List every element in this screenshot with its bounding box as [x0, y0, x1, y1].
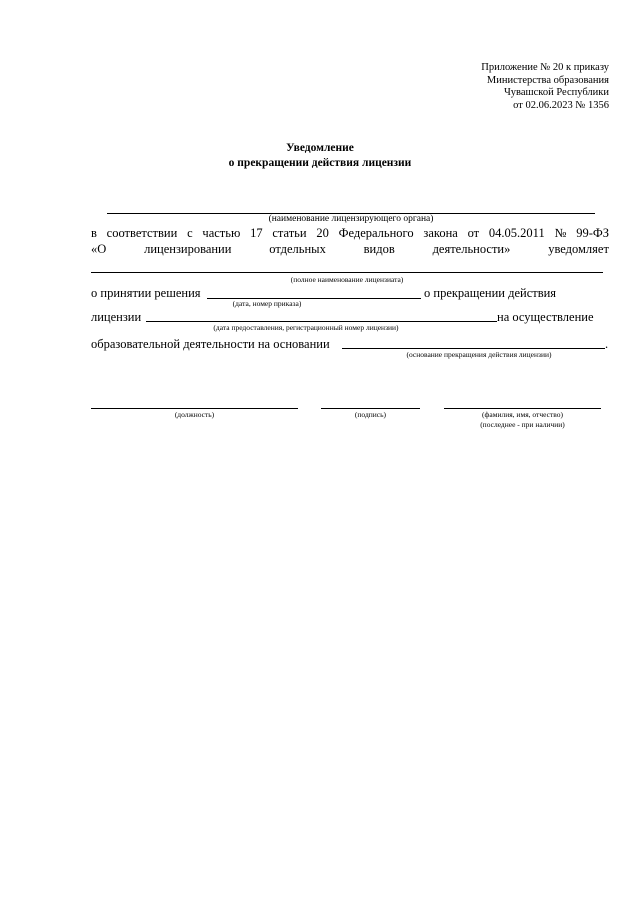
body-word: уведомляет [548, 242, 609, 256]
signature-caption: (подпись) [354, 410, 387, 419]
basis-end-period: . [605, 337, 609, 351]
document-title: Уведомление [286, 142, 354, 154]
full-name-note-caption: (последнее - при наличии) [480, 420, 565, 429]
body-word: 99-ФЗ [576, 226, 609, 240]
termination-basis-caption: (основание прекращения действия лицензии) [406, 350, 552, 359]
license-prefix-text: лицензии [91, 310, 142, 324]
body-word: «О [91, 242, 107, 256]
license-suffix-text: на осуществление [497, 310, 594, 324]
body-word: видов [363, 242, 395, 256]
appendix-line: Приложение № 20 к приказу [481, 62, 609, 73]
document-subtitle: о прекращении действия лицензии [228, 157, 412, 169]
appendix-line: от 02.06.2023 № 1356 [513, 99, 609, 111]
body-word: с [187, 226, 193, 240]
full-name-field-line[interactable] [444, 408, 601, 409]
termination-basis-field-line[interactable] [342, 348, 605, 349]
body-word: лицензировании [144, 242, 232, 256]
body-word: в [91, 226, 97, 240]
appendix-line: Чувашской Республики [503, 87, 609, 98]
body-word: деятельности» [432, 242, 511, 256]
body-word: 17 [250, 226, 263, 240]
body-word: закона [423, 226, 458, 240]
body-word: от [467, 226, 480, 240]
decision-prefix-text: о принятии решения [91, 286, 201, 300]
body-line-1 [91, 226, 609, 241]
decision-suffix-text: о прекращении действия [424, 286, 557, 300]
body-word: частью [202, 226, 241, 240]
order-date-number-caption: (дата, номер приказа) [232, 299, 302, 308]
position-caption: (должность) [174, 410, 215, 419]
appendix-line: Министерства образования [486, 74, 609, 86]
position-field-line[interactable] [91, 408, 298, 409]
full-name-caption: (фамилия, имя, отчество) [482, 410, 563, 419]
basis-prefix-text: образовательной деятельности на основании [91, 337, 330, 351]
body-word: статьи [272, 226, 307, 240]
body-word: соответствии [106, 226, 178, 240]
body-word: отдельных [269, 242, 326, 256]
body-word: № [554, 226, 567, 240]
license-date-number-field-line[interactable] [146, 321, 497, 322]
licensee-name-field-line[interactable] [91, 272, 603, 273]
licensee-name-caption: (полное наименование лицензиата) [290, 275, 404, 284]
license-date-number-caption: (дата предоставления, регистрационный номер лицензии) [213, 323, 399, 332]
licensing-body-caption: (наименование лицензирующего органа) [268, 214, 434, 224]
body-line-2 [91, 242, 609, 257]
signature-field-line[interactable] [321, 408, 420, 409]
appendix-block [481, 62, 609, 112]
body-word: 04.05.2011 [488, 226, 545, 240]
body-word: Федерального [338, 226, 414, 240]
body-word: 20 [316, 226, 329, 240]
